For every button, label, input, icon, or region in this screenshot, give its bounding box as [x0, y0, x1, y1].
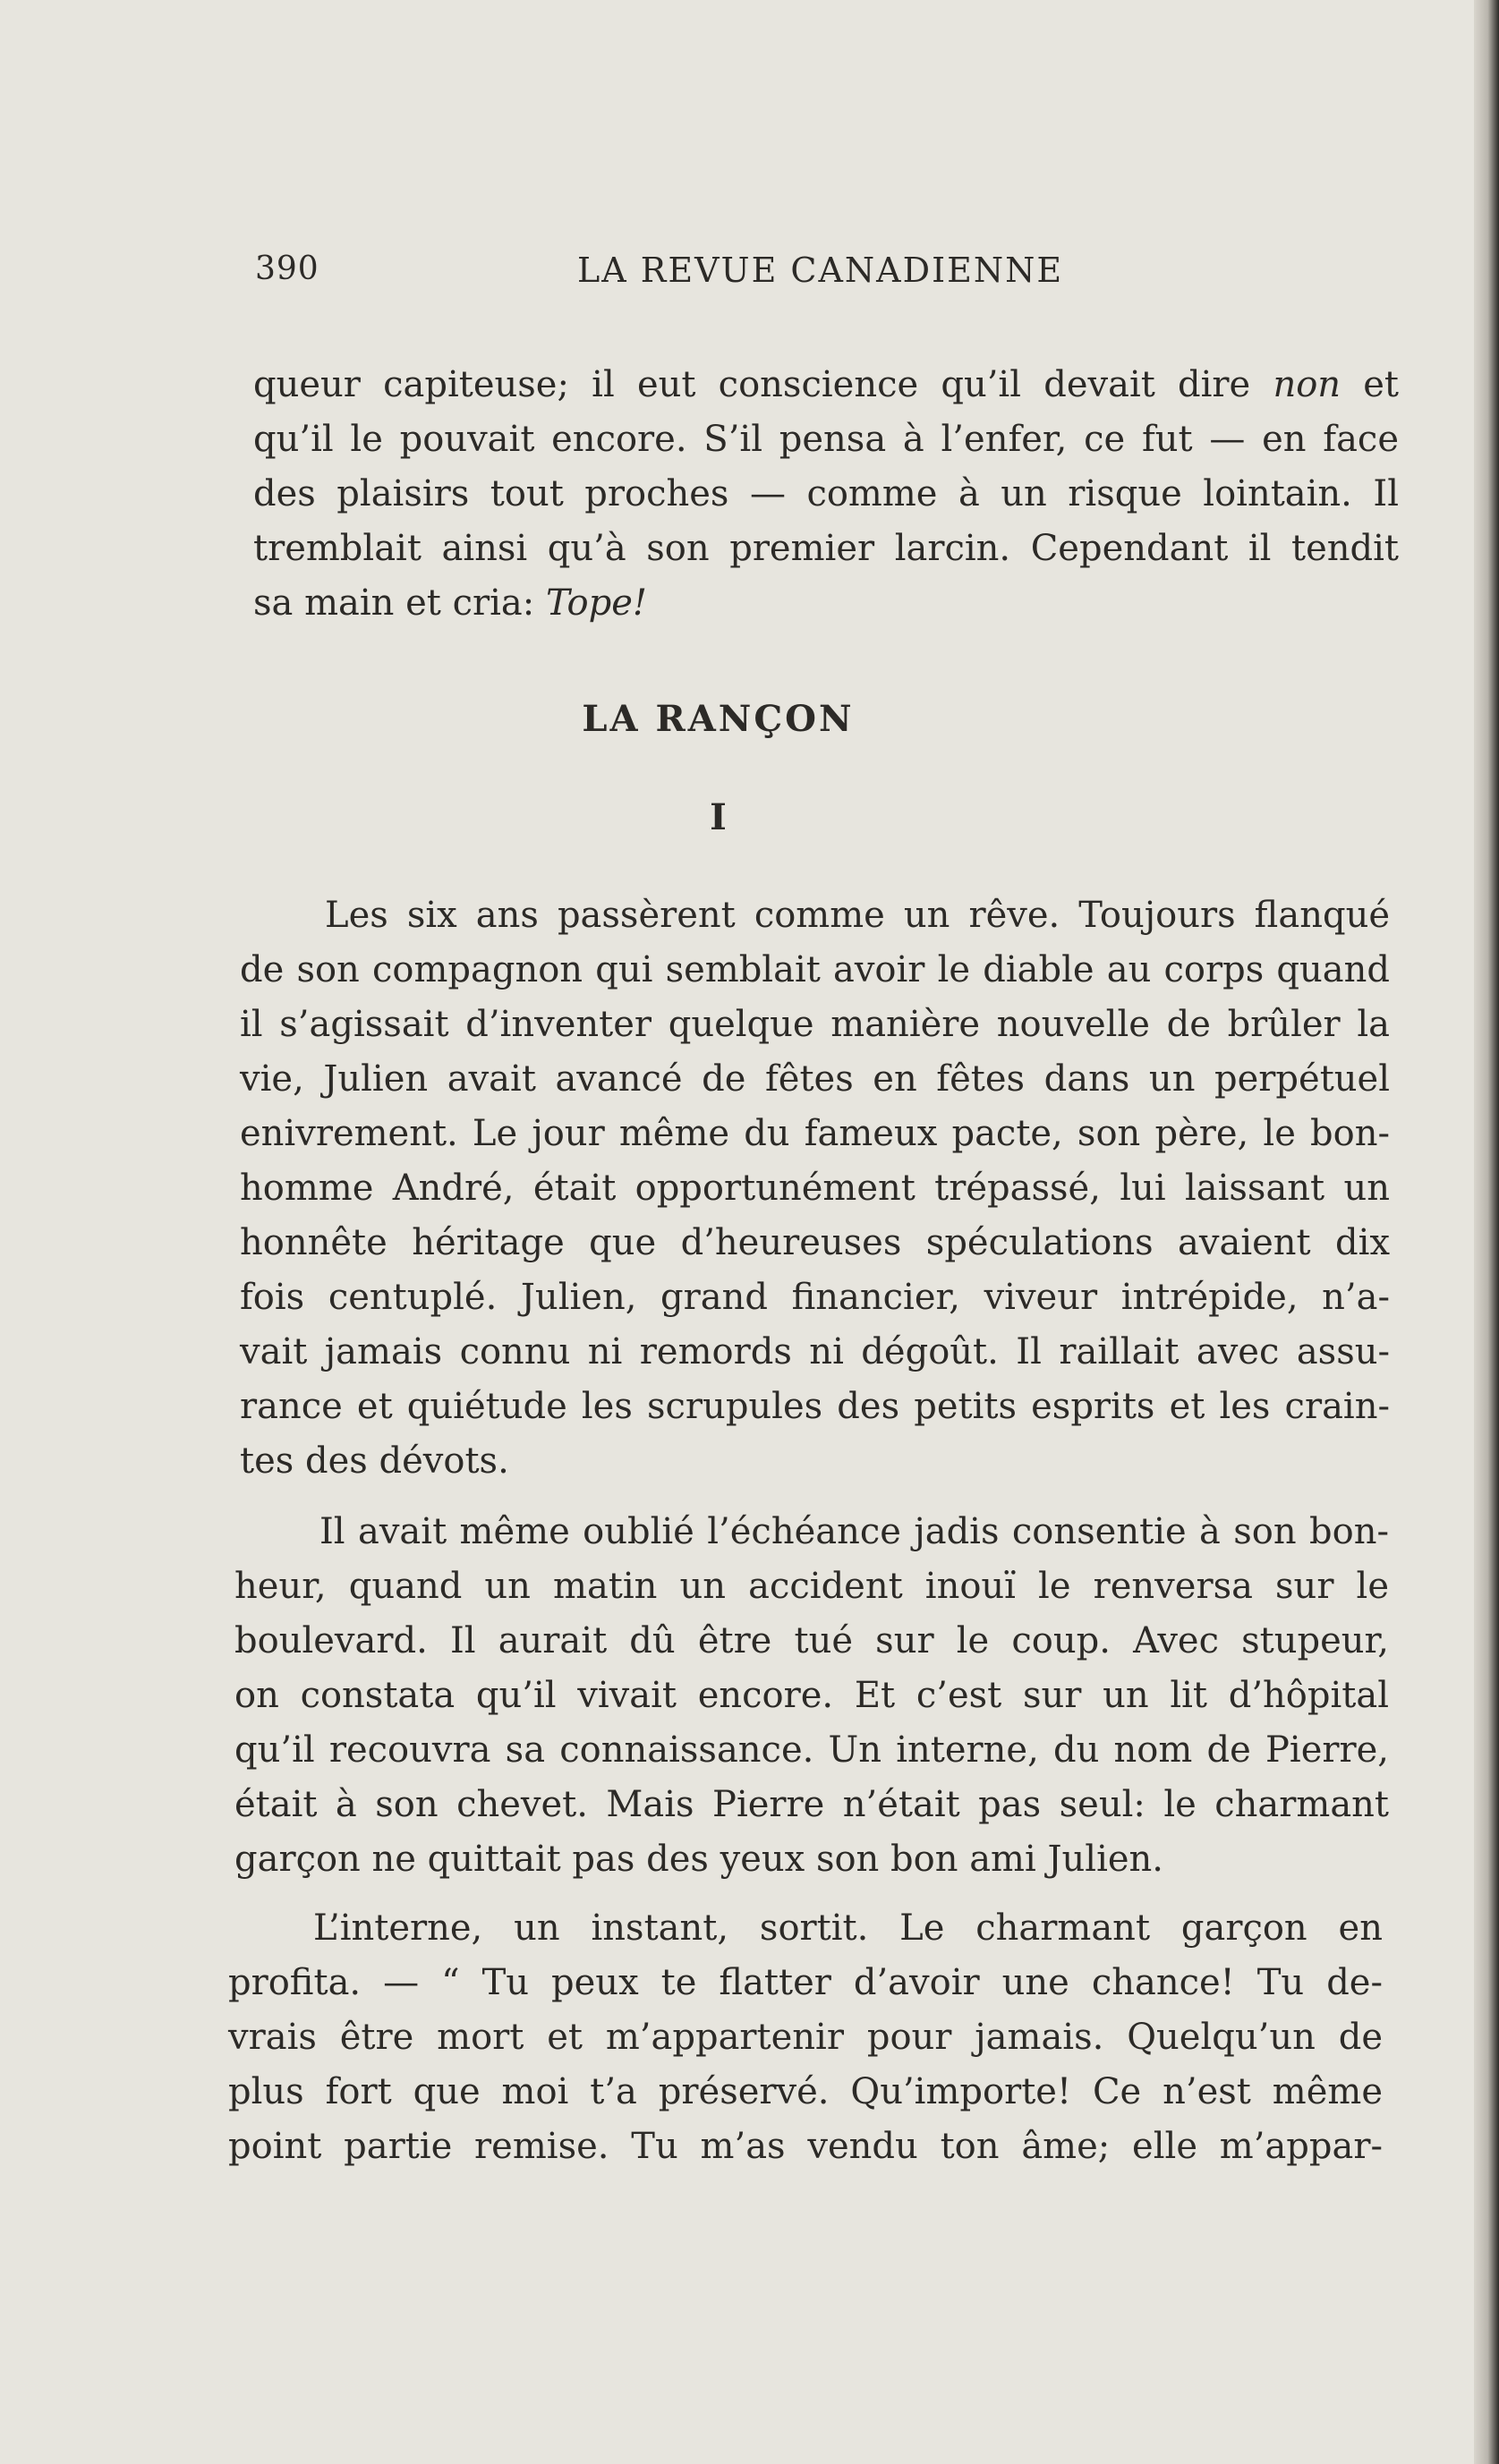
text-line: il s’agissait d’inventer quelque manière nouvelle de brûler la — [240, 1004, 1390, 1045]
text-line: heur, quand un matin un accident inouï le renversa sur le — [234, 1566, 1389, 1607]
page-number: 390 — [255, 251, 319, 287]
paragraph-intern — [228, 1901, 1383, 2174]
text-line: fois centuplé. Julien, grand financier, viveur intrépide, n’a- — [240, 1277, 1390, 1318]
text-line: vrais être mort et m’appartenir pour jamais. Quelqu’un de — [228, 2017, 1383, 2058]
text-line: rance et quiétude les scrupules des petits esprits et les crain- — [240, 1386, 1390, 1427]
text-line: profita. — “ Tu peux te flatter d’avoir une chance! Tu de- — [228, 1962, 1383, 2003]
text-line: L’interne, un instant, sortit. Le charmant garçon en — [313, 1907, 1383, 1949]
text-line: Il avait même oublié l’échéance jadis consentie à son bon- — [319, 1511, 1389, 1552]
text-line: Les six ans passèrent comme un rêve. Toujours flanqué — [325, 895, 1390, 936]
section-title: LA RANÇON — [582, 698, 855, 740]
paragraph-six-years — [240, 888, 1390, 1489]
text-line: enivrement. Le jour même du fameux pacte, son père, le bon- — [240, 1113, 1390, 1154]
running-header — [255, 243, 1087, 297]
text-line: qu’il recouvra sa connaissance. Un interne, du nom de Pierre, — [234, 1729, 1389, 1771]
page-edge-shadow — [1474, 0, 1499, 2464]
text-line: des plaisirs tout proches — comme à un risque lointain. Il — [253, 473, 1399, 514]
text-line: boulevard. Il aurait dû être tué sur le coup. Avec stupeur, — [234, 1620, 1389, 1661]
paragraph-opening — [253, 358, 1399, 631]
text-line: de son compagnon qui semblait avoir le diable au corps quand — [240, 949, 1390, 990]
text-line: sa main et cria: Tope! — [253, 582, 647, 624]
text-line: garçon ne quittait pas des yeux son bon ami Julien. — [234, 1839, 1164, 1880]
text-line: tes des dévots. — [240, 1440, 509, 1482]
text-line: homme André, était opportunément trépassé, lui laissant un — [240, 1168, 1390, 1209]
text-line: tremblait ainsi qu’à son premier larcin. Cependant il tendit — [253, 528, 1399, 569]
text-line: on constata qu’il vivait encore. Et c’est sur un lit d’hôpital — [234, 1675, 1389, 1716]
text-line: point partie remise. Tu m’as vendu ton âme; elle m’appar- — [228, 2126, 1383, 2167]
italic-word: Tope! — [545, 582, 647, 624]
text-line: qu’il le pouvait encore. S’il pensa à l’enfer, ce fut — en face — [253, 419, 1399, 460]
running-title: LA REVUE CANADIENNE — [577, 251, 1064, 290]
section-number: I — [710, 796, 727, 838]
text-line: honnête héritage que d’heureuses spéculations avaient dix — [240, 1222, 1390, 1263]
text-line: plus fort que moi t’a préservé. Qu’importe! Ce n’est même — [228, 2071, 1383, 2112]
text-line: vait jamais connu ni remords ni dégoût. Il raillait avec assu- — [240, 1331, 1390, 1372]
paragraph-accident — [234, 1505, 1389, 1887]
italic-word: non — [1273, 364, 1341, 405]
text-line: vie, Julien avait avancé de fêtes en fêtes dans un perpétuel — [240, 1058, 1390, 1100]
text-line: queur capiteuse; il eut conscience qu’il devait dire non et — [253, 364, 1399, 405]
text-line: était à son chevet. Mais Pierre n’était pas seul: le charmant — [234, 1784, 1389, 1825]
